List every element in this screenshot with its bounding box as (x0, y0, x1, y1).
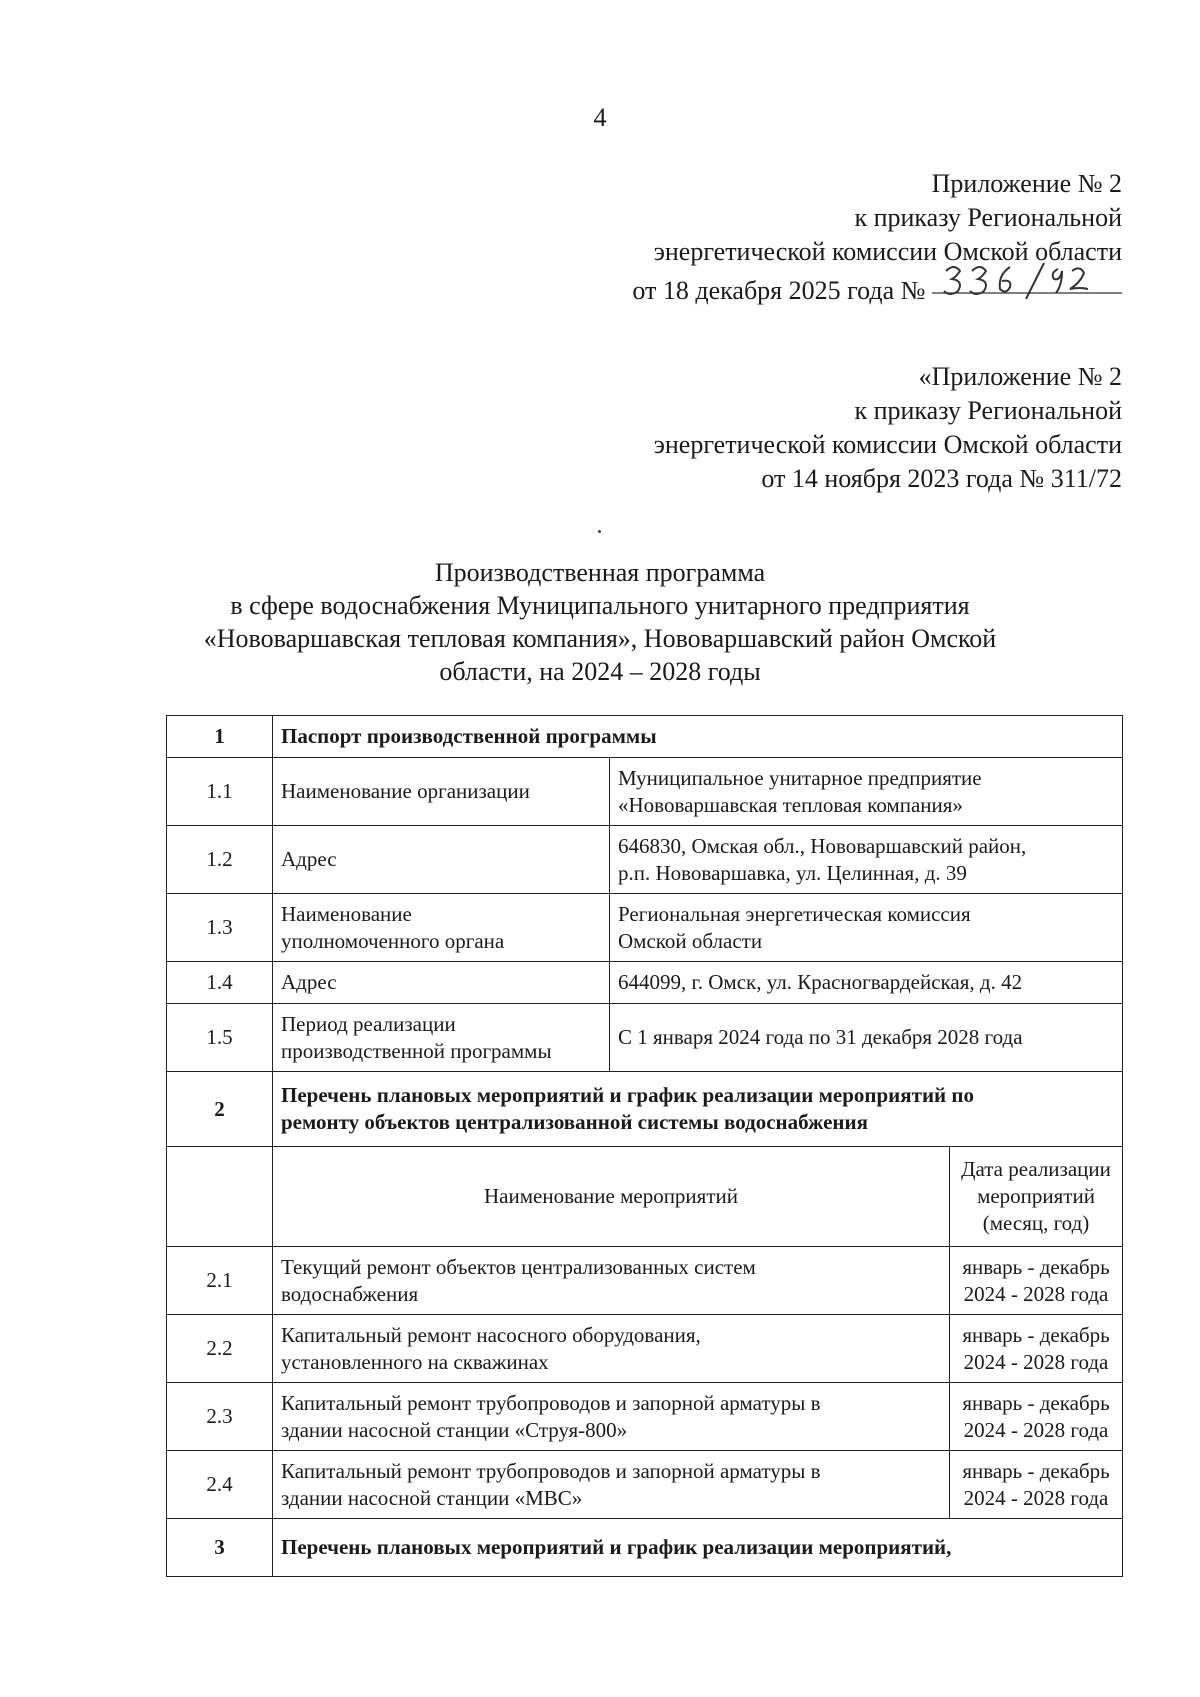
section-number: 2 (167, 1072, 273, 1147)
table-row (167, 1383, 1123, 1451)
appendix-line: Приложение № 2 (931, 169, 1122, 198)
table-row (167, 1451, 1123, 1519)
activity-line: водоснабжения (281, 1281, 419, 1306)
date-line: 2024 - 2028 года (963, 1485, 1109, 1510)
section-number: 1 (167, 716, 273, 758)
date-line: январь - декабрь (962, 1322, 1110, 1347)
section-title-line: ремонту объектов централизованной системы водоснабжения (281, 1110, 868, 1134)
table-row (167, 716, 1123, 758)
title-line: «Нововаршавская тепловая компания», Нововаршавский район Омской (203, 624, 997, 653)
appendix-line: от 14 ноября 2023 года № 311/72 (761, 464, 1122, 493)
label-line: производственной программы (281, 1038, 552, 1063)
activity-date (950, 1383, 1123, 1451)
title-line: Производственная программа (434, 558, 766, 587)
row-value (610, 1004, 1123, 1072)
activity-date (950, 1247, 1123, 1315)
value-line: р.п. Нововаршавка, ул. Целинная, д. 39 (618, 860, 967, 885)
label-line: Наименование организации (281, 779, 530, 803)
row-number: 2.4 (167, 1451, 273, 1519)
handwritten-order-number (932, 269, 1122, 299)
row-number: 1.5 (167, 1004, 273, 1072)
label-line: Адрес (281, 970, 337, 994)
activity-line: Капитальный ремонт трубопроводов и запорной арматуры в (281, 1458, 821, 1483)
document-title (100, 556, 1100, 688)
table-row (167, 894, 1123, 962)
activity-line: Капитальный ремонт трубопроводов и запорной арматуры в (281, 1390, 821, 1415)
appendix-line: «Приложение № 2 (918, 362, 1122, 391)
row-number: 1.2 (167, 826, 273, 894)
section-title-line: Перечень плановых мероприятий и график реализации мероприятий по (281, 1083, 975, 1107)
row-number: 2.1 (167, 1247, 273, 1315)
activity-line: здании насосной станции «Струя-800» (281, 1417, 628, 1442)
section-title: Паспорт производственной программы (273, 716, 1123, 758)
table-header-row (167, 1147, 1123, 1247)
row-label (273, 1004, 610, 1072)
row-value (610, 894, 1123, 962)
row-number: 1.4 (167, 962, 273, 1004)
value-line: С 1 января 2024 года по 31 декабря 2028 года (618, 1025, 1023, 1049)
handwritten-number-graphic (932, 259, 1122, 299)
date-line: январь - декабрь (962, 1254, 1110, 1279)
value-line: «Нововаршавская тепловая компания» (618, 792, 963, 817)
appendix-line: к приказу Региональной (854, 203, 1122, 232)
table-row (167, 826, 1123, 894)
date-line: 2024 - 2028 года (963, 1349, 1109, 1374)
appendix-line: к приказу Региональной (854, 396, 1122, 425)
section-title: Перечень плановых мероприятий и график реализации мероприятий, (273, 1519, 1123, 1577)
appendix-current (632, 167, 1122, 308)
value-line: Региональная энергетическая комиссия (618, 901, 971, 926)
table-row (167, 1247, 1123, 1315)
activity-name (273, 1315, 950, 1383)
row-number: 2.3 (167, 1383, 273, 1451)
appendix-line: энергетической комиссии Омской области (653, 430, 1122, 459)
activity-line: Капитальный ремонт насосного оборудования, (281, 1322, 701, 1347)
value-line: Муниципальное унитарное предприятие (618, 765, 982, 790)
label-line: Адрес (281, 847, 337, 871)
date-line: 2024 - 2028 года (963, 1417, 1109, 1442)
value-line: 646830, Омская обл., Нововаршавский район, (618, 833, 1027, 858)
date-line: январь - декабрь (962, 1390, 1110, 1415)
value-line: Омской области (618, 928, 763, 953)
program-table (166, 715, 1123, 1577)
row-number: 1.3 (167, 894, 273, 962)
empty-cell (167, 1147, 273, 1247)
label-line: уполномоченного органа (281, 928, 505, 953)
title-line: в сфере водоснабжения Муниципального унитарного предприятия (230, 591, 970, 620)
header-date-line: (месяц, год) (982, 1211, 1090, 1235)
appendix-date-line (632, 269, 1122, 308)
header-date-line: мероприятий (977, 1184, 1095, 1208)
header-activity-name: Наименование мероприятий (273, 1147, 950, 1247)
section-number: 3 (167, 1519, 273, 1577)
page-number: 4 (593, 103, 607, 132)
row-label (273, 826, 610, 894)
title-line: области, на 2024 – 2028 годы (439, 657, 761, 686)
row-value (610, 758, 1123, 826)
activity-line: установленного на скважинах (281, 1349, 549, 1374)
row-value (610, 962, 1123, 1004)
row-number: 1.1 (167, 758, 273, 826)
header-date (950, 1147, 1123, 1247)
section-title (273, 1072, 1123, 1147)
stray-dot (598, 530, 601, 533)
row-value (610, 826, 1123, 894)
activity-line: Текущий ремонт объектов централизованных систем (281, 1254, 756, 1279)
row-label (273, 962, 610, 1004)
table-row (167, 962, 1123, 1004)
activity-name (273, 1383, 950, 1451)
row-label (273, 894, 610, 962)
value-line: 644099, г. Омск, ул. Красногвардейская, д. 42 (618, 970, 1023, 994)
table-row (167, 1519, 1123, 1577)
activity-date (950, 1315, 1123, 1383)
header-date-line: Дата реализации (961, 1157, 1111, 1181)
activity-name (273, 1247, 950, 1315)
activity-date (950, 1451, 1123, 1519)
label-line: Наименование (281, 901, 412, 926)
table-row (167, 1004, 1123, 1072)
appendix-date-prefix: от 18 декабря 2025 года № (632, 276, 926, 305)
activity-name (273, 1451, 950, 1519)
activity-line: здании насосной станции «МВС» (281, 1485, 583, 1510)
appendix-line: энергетической комиссии Омской области (653, 237, 1122, 266)
appendix-previous (654, 360, 1122, 496)
table-row (167, 1315, 1123, 1383)
row-number: 2.2 (167, 1315, 273, 1383)
date-line: январь - декабрь (962, 1458, 1110, 1483)
table-row (167, 1072, 1123, 1147)
date-line: 2024 - 2028 года (963, 1281, 1109, 1306)
row-label (273, 758, 610, 826)
table-row (167, 758, 1123, 826)
label-line: Период реализации (281, 1011, 456, 1036)
